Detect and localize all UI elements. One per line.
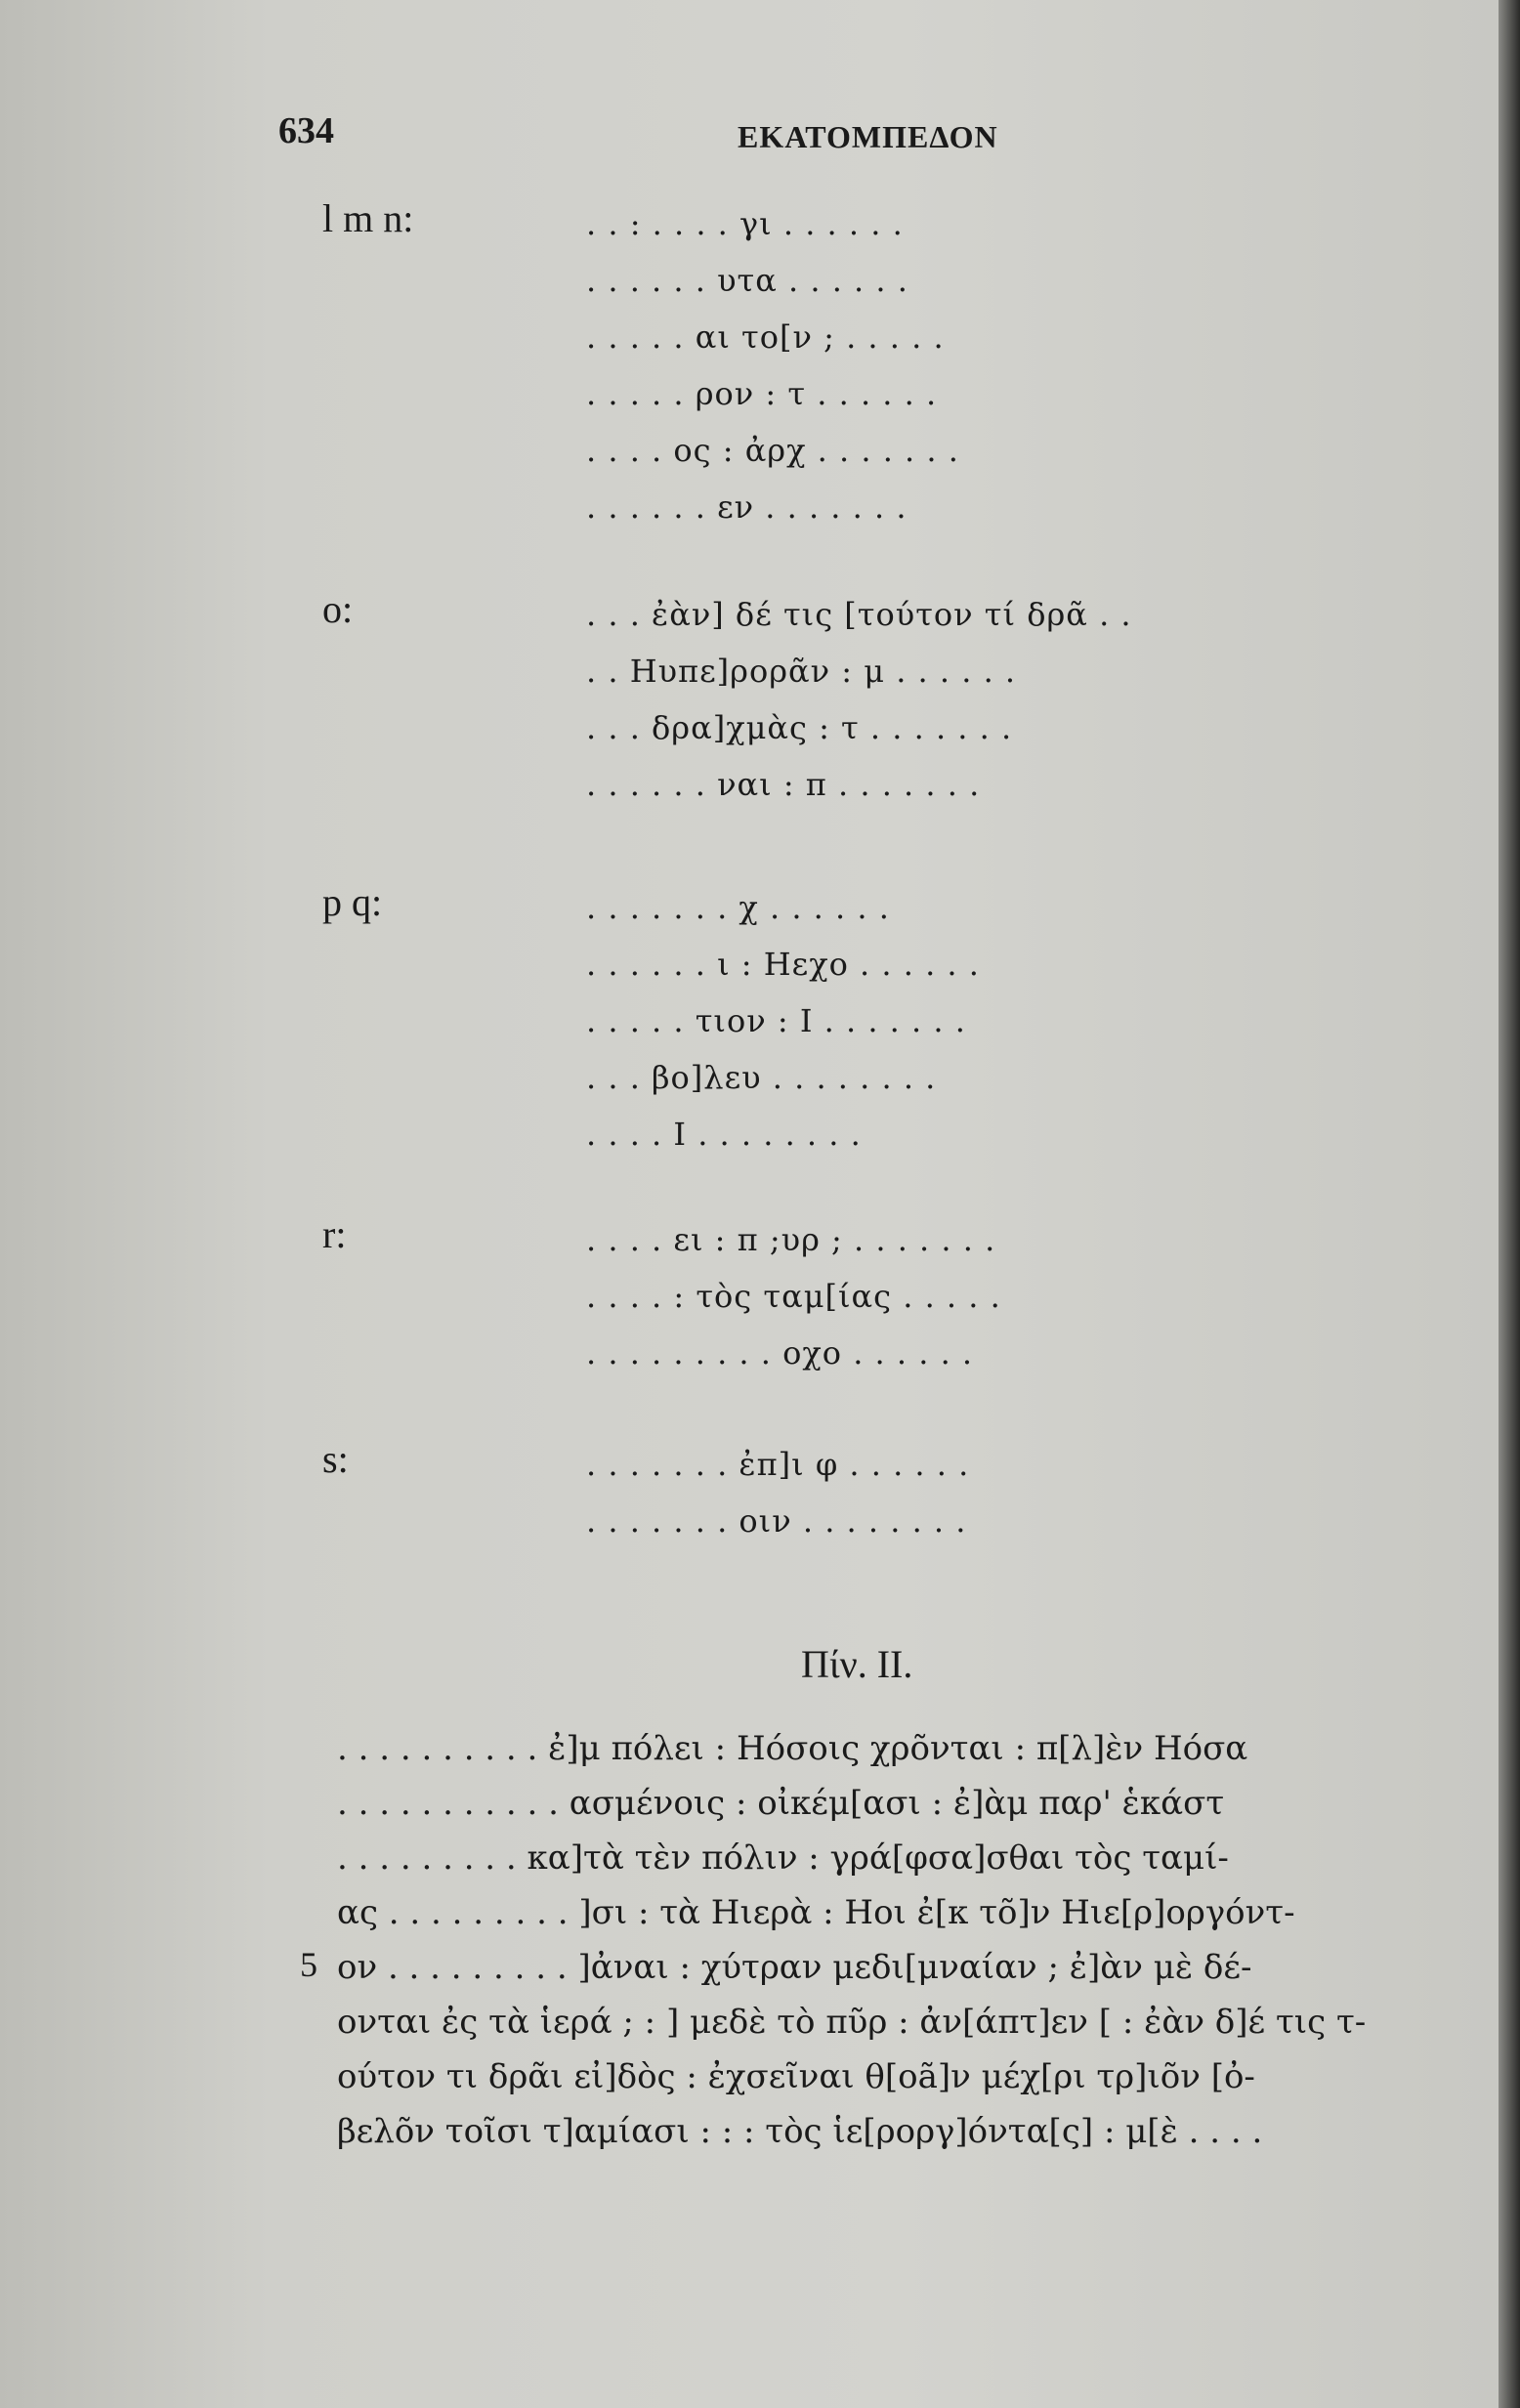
fragment-line: . . . . : τὸς ταμ[ίας . . . . .: [586, 1278, 1001, 1315]
inscription-line: ον . . . . . . . . . ]ἀναι : χύτραν μεδι[μναίαν ; ἐ]ὰν μὲ δέ-: [337, 1948, 1252, 1987]
fragment-line: . . . . . τιον : Ι . . . . . . .: [586, 1002, 966, 1039]
page-edge-shadow: [1499, 0, 1520, 2408]
running-head: ΕΚΑΤΟΜΠΕΔΟΝ: [738, 119, 998, 154]
fragment-line: . . . . . ρον : τ . . . . . .: [586, 375, 938, 412]
fragment-label-r: r:: [322, 1212, 347, 1256]
inscription-line: . . . . . . . . . κα]τὰ τὲν πόλιν : γρά[φσα]σθαι τὸς ταμί-: [337, 1838, 1229, 1878]
table-title: Πίν. ΙΙ.: [801, 1642, 913, 1686]
fragment-line: . . : . . . . γι . . . . . .: [586, 205, 904, 242]
fragment-label-s: s:: [322, 1437, 349, 1481]
inscription-line: . . . . . . . . . . ἐ]μ πόλει : Hόσοις χρõνται : π[λ]ὲν Hόσα: [337, 1729, 1248, 1768]
fragment-line: . . . . ει : π ;υρ ; . . . . . . .: [586, 1221, 996, 1258]
fragment-label-lmn: l m n:: [322, 196, 414, 240]
inscription-line: . . . . . . . . . . . ασμένοις : οἰκέμ[ασι : ἐ]ὰμ παρ' ἑκάστ: [337, 1784, 1225, 1823]
inscription-line: ονται ἐς τὰ ἱερά ; : ] μεδὲ τὸ πῦρ : ἀν[άπτ]εν [ : ἐὰν δ]έ τις τ-: [337, 2003, 1367, 2042]
fragment-line: . . . . . . υτα . . . . . .: [586, 262, 908, 299]
fragment-line: . . . . . . . ἐπ]ι φ . . . . . .: [586, 1446, 970, 1483]
fragment-line: . . . . . . . χ . . . . . .: [586, 889, 890, 926]
page-number: 634: [278, 110, 334, 151]
inscription-line: ας . . . . . . . . . ]σι : τὰ Hιερὰ : Hοι ἐ[κ τõ]ν Hιε[ρ]οργόντ-: [337, 1893, 1295, 1932]
inscription-line: βελõν τοῖσι τ]αμίασι : : : τὸς ἱε[ρoργ]όντα[ς] : μ[ὲ . . . .: [337, 2112, 1263, 2151]
fragment-line: . . . . . αι το[ν ; . . . . .: [586, 318, 945, 356]
fragment-line: . . . . ος : ἀρχ . . . . . . .: [586, 432, 959, 469]
fragment-line: . . . . . . ι : Ηεχο . . . . . .: [586, 946, 980, 983]
fragment-line: . . Ηυπε]ρορᾶν : μ . . . . . .: [586, 653, 1017, 690]
fragment-line: . . . . . . . . . οχο . . . . . .: [586, 1334, 974, 1372]
fragment-line: . . . . Ι . . . . . . . .: [586, 1116, 862, 1153]
inscription-line: ούτον τι δρᾶι εἰ]δὸς : ἐχσεῖναι θ[οã]ν μέχ[ρι τρ]ιõν [ὀ-: [337, 2057, 1255, 2096]
fragment-line: . . . . . . ναι : π . . . . . . .: [586, 766, 981, 803]
fragment-label-o: o:: [322, 587, 354, 631]
fragment-line: . . . δρα]χμὰς : τ . . . . . . .: [586, 709, 1013, 746]
fragment-line: . . . . . . . οιν . . . . . . . .: [586, 1502, 967, 1540]
fragment-label-pq: p q:: [322, 880, 383, 924]
fragment-line: . . . . . . εν . . . . . . .: [586, 488, 908, 526]
line-number-marker: 5: [300, 1945, 317, 1984]
fragment-line: . . . βο]λευ . . . . . . . .: [586, 1059, 937, 1096]
fragment-line: . . . ἐὰν] δέ τις [τούτον τί δρᾶ . .: [586, 596, 1132, 633]
